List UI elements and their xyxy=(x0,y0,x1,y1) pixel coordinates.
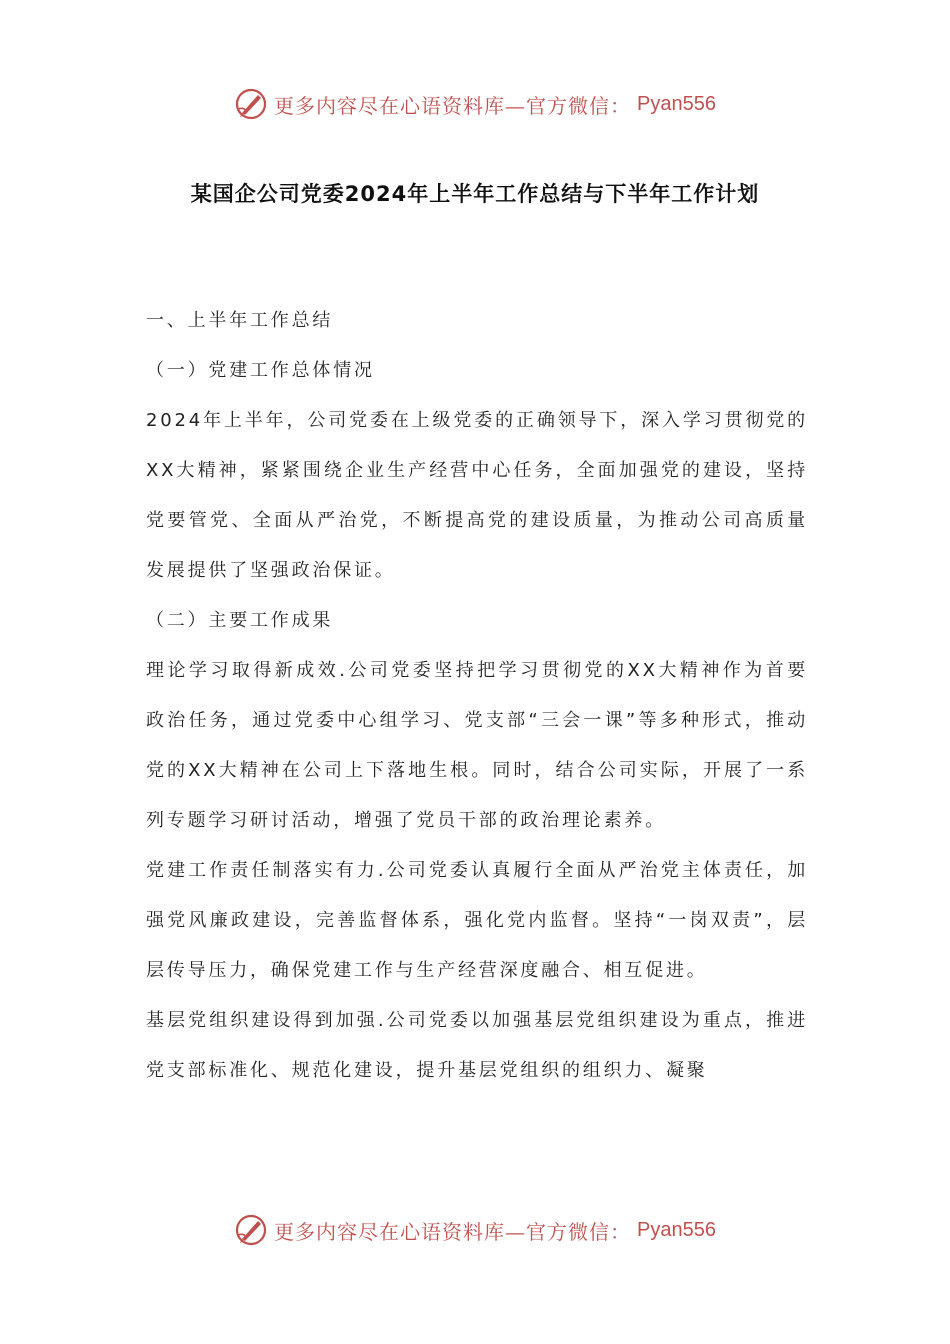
paragraph-theory-study: 理论学习取得新成效.公司党委坚持把学习贯彻党的XX大精神作为首要政治任务，通过党委中心组学习、党支部“三会一课”等多种形式，推动党的XX大精神在公司上下落地生根。同时，结合公司实际，开展了一系列专题学习研讨活动，增强了党员干部的政治理论素养。 xyxy=(146,660,808,831)
watermark-wechat-id: Pyan556 xyxy=(637,1218,716,1241)
watermark-header xyxy=(0,84,950,124)
paragraph-responsibility: 党建工作责任制落实有力.公司党委认真履行全面从严治党主体责任，加强党风廉政建设，完善监督体系，强化党内监督。坚持“一岗双责”，层层传导压力，确保党建工作与生产经营深度融合、相互促进。 xyxy=(146,860,808,981)
document-title: 某国企公司党委2024年上半年工作总结与下半年工作计划 xyxy=(190,182,760,206)
subheading-overall: （一）党建工作总体情况 xyxy=(146,360,375,381)
paragraph-grassroots: 基层党组织建设得到加强.公司党委以加强基层党组织建设为重点，推进党支部标准化、规范化建设，提升基层党组织的组织力、凝聚 xyxy=(146,1010,808,1081)
watermark-wechat-id: Pyan556 xyxy=(637,92,716,115)
pen-logo-icon xyxy=(234,1213,268,1247)
watermark-footer xyxy=(0,1210,950,1250)
watermark-text: 更多内容尽在心语资料库—官方微信： xyxy=(274,1219,632,1244)
paragraph-overall: 2024年上半年，公司党委在上级党委的正确领导下，深入学习贯彻党的XX大精神，紧紧围绕企业生产经营中心任务，全面加强党的建设，坚持党要管党、全面从严治党，不断提高党的建设质量，为推动公司高质量发展提供了坚强政治保证。 xyxy=(146,410,808,581)
subheading-achievements: （二）主要工作成果 xyxy=(146,610,334,631)
watermark-text: 更多内容尽在心语资料库—官方微信： xyxy=(274,93,632,118)
pen-logo-icon xyxy=(234,87,268,121)
heading-section-1: 一、上半年工作总结 xyxy=(146,310,334,331)
document-body xyxy=(146,296,808,1096)
